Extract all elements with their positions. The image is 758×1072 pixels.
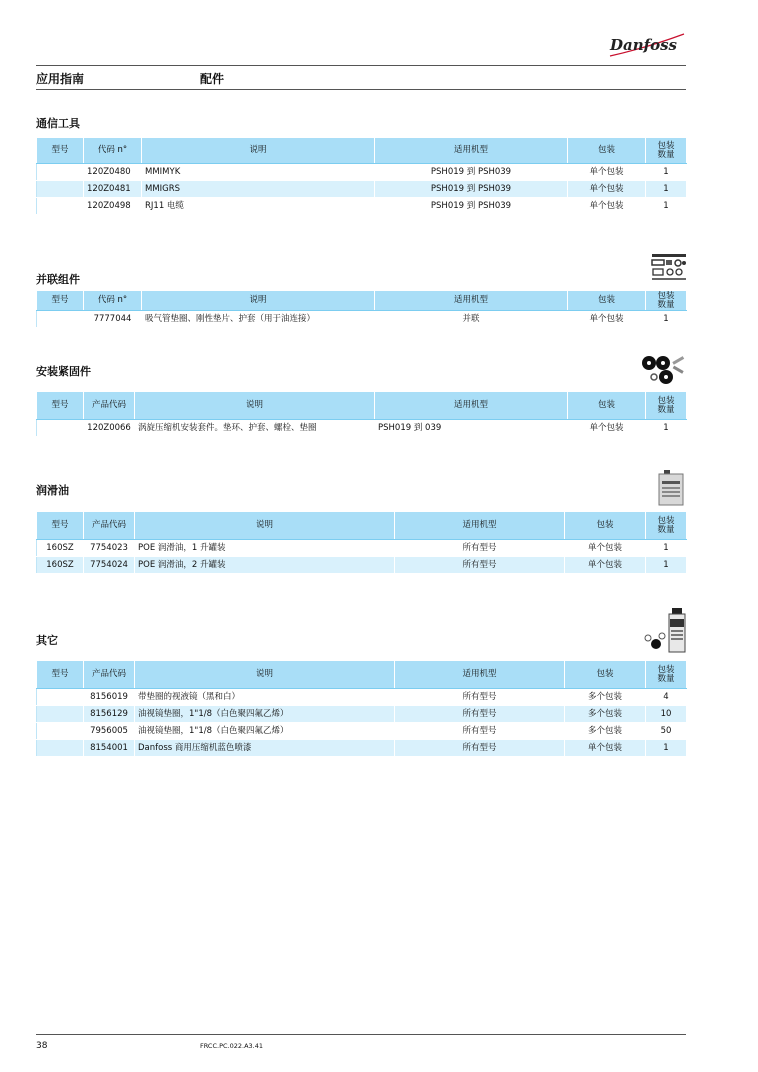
cell-description: 油视镜垫圈，1"1/8（白色聚四氟乙烯） [135, 723, 395, 740]
cell-applicable: 所有型号 [395, 706, 565, 723]
cell-packaging: 单个包装 [568, 311, 646, 328]
col-header-model: 型号 [37, 661, 84, 689]
cell-packaging: 单个包装 [568, 420, 646, 437]
section-title-others: 其它 [36, 634, 58, 647]
cell-pack-qty: 1 [646, 164, 687, 181]
page-number: 38 [36, 1041, 48, 1051]
table-row [37, 557, 687, 574]
col-header-code: 产品代码 [84, 661, 135, 689]
svg-text:Danfoss: Danfoss [610, 36, 677, 54]
cell-model [37, 740, 84, 757]
col-header-applicable: 适用机型 [395, 661, 565, 689]
col-header-packaging: 包装 [568, 138, 646, 164]
header-left-title: 应用指南 [36, 72, 85, 86]
cell-code: 120Z0498 [84, 198, 142, 215]
table-row [37, 164, 687, 181]
section-title-mounting-hardware: 安装紧固件 [36, 365, 91, 378]
cell-model [37, 420, 84, 437]
col-header-code: 产品代码 [84, 512, 135, 540]
cell-code: 8156019 [84, 689, 135, 706]
col-header-description: 说明 [135, 392, 375, 420]
cell-code: 120Z0066 [84, 420, 135, 437]
cell-description: RJ11 电缆 [142, 198, 375, 215]
cell-packaging: 多个包装 [565, 706, 646, 723]
col-header-pack-qty: 包装 数量 [646, 661, 687, 689]
col-header-pack-qty: 包装 数量 [646, 291, 687, 311]
cell-applicable: PSH019 到 PSH039 [375, 164, 568, 181]
header-rule-bottom [36, 89, 686, 90]
cell-description: 涡旋压缩机安装套件。垫环、护套、螺栓、垫圈 [135, 420, 375, 437]
cell-applicable: 所有型号 [395, 557, 565, 574]
cell-code: 7754024 [84, 557, 135, 574]
cell-description: 带垫圈的视液镜（黑和白） [135, 689, 395, 706]
col-header-applicable: 适用机型 [375, 392, 568, 420]
table-header-row [37, 138, 687, 164]
cell-packaging: 单个包装 [565, 540, 646, 557]
cell-model [37, 689, 84, 706]
cell-model [37, 706, 84, 723]
table-row [37, 706, 687, 723]
table-header-row [37, 512, 687, 540]
col-header-model: 型号 [37, 512, 84, 540]
col-header-packaging: 包装 [565, 512, 646, 540]
cell-description: MMIGRS [142, 181, 375, 198]
col-header-model: 型号 [37, 291, 84, 311]
cell-model [37, 311, 84, 328]
col-header-description: 说明 [142, 138, 375, 164]
section-title-comm-tools: 通信工具 [36, 117, 80, 130]
cell-code: 8156129 [84, 706, 135, 723]
table-row [37, 311, 687, 328]
cell-code: 120Z0480 [84, 164, 142, 181]
table-header-row [37, 291, 687, 311]
header-rule [36, 65, 686, 66]
danfoss-logo [606, 30, 686, 60]
cell-pack-qty: 1 [646, 540, 687, 557]
col-header-model: 型号 [37, 138, 84, 164]
col-header-code: 代码 n° [84, 291, 142, 311]
section-title-parallel-kit: 并联组件 [36, 273, 80, 286]
table-row [37, 420, 687, 437]
table-row [37, 689, 687, 706]
cell-applicable: 并联 [375, 311, 568, 328]
col-header-applicable: 适用机型 [395, 512, 565, 540]
col-header-description: 说明 [135, 661, 395, 689]
lubricant-table [36, 511, 687, 574]
cell-pack-qty: 10 [646, 706, 687, 723]
table-row [37, 540, 687, 557]
cell-model: 160SZ [37, 557, 84, 574]
table-header-row [37, 392, 687, 420]
section-title-lubricant: 润滑油 [36, 484, 69, 497]
col-header-packaging: 包装 [565, 661, 646, 689]
cell-description: MMIMYK [142, 164, 375, 181]
table-row [37, 740, 687, 757]
cell-pack-qty: 1 [646, 181, 687, 198]
cell-packaging: 单个包装 [565, 740, 646, 757]
col-header-code: 代码 n° [84, 138, 142, 164]
cell-applicable: 所有型号 [395, 540, 565, 557]
cell-packaging: 单个包装 [568, 198, 646, 215]
cell-packaging: 单个包装 [565, 557, 646, 574]
parallel-kit-table [36, 290, 687, 328]
mounting-kit-image [640, 353, 686, 385]
cell-description: Danfoss 商用压缩机蓝色喷漆 [135, 740, 395, 757]
cell-pack-qty: 4 [646, 689, 687, 706]
cell-applicable: PSH019 到 PSH039 [375, 181, 568, 198]
header-section-title: 配件 [200, 72, 225, 86]
cell-model [37, 181, 84, 198]
cell-pack-qty: 1 [646, 311, 687, 328]
oil-can-image [656, 470, 686, 506]
col-header-description: 说明 [135, 512, 395, 540]
cell-description: POE 润滑油，1 升罐装 [135, 540, 395, 557]
mounting-hardware-table [36, 391, 687, 437]
cell-pack-qty: 1 [646, 420, 687, 437]
footer-rule [36, 1034, 686, 1035]
cell-description: POE 润滑油，2 升罐装 [135, 557, 395, 574]
table-row [37, 198, 687, 215]
cell-code: 8154001 [84, 740, 135, 757]
col-header-model: 型号 [37, 392, 84, 420]
cell-applicable: PSH019 到 PSH039 [375, 198, 568, 215]
cell-packaging: 多个包装 [565, 723, 646, 740]
cell-description: 油视镜垫圈，1"1/8（白色聚四氟乙烯） [135, 706, 395, 723]
cell-packaging: 单个包装 [568, 181, 646, 198]
cell-code: 7754023 [84, 540, 135, 557]
cell-model: 160SZ [37, 540, 84, 557]
table-header-row [37, 661, 687, 689]
cell-description: 吸气管垫圈、刚性垫片、护套（用于油连接） [142, 311, 375, 328]
col-header-code: 产品代码 [84, 392, 135, 420]
col-header-pack-qty: 包装 数量 [646, 512, 687, 540]
col-header-packaging: 包装 [568, 392, 646, 420]
col-header-description: 说明 [142, 291, 375, 311]
col-header-applicable: 适用机型 [375, 291, 568, 311]
cell-applicable: 所有型号 [395, 689, 565, 706]
cell-pack-qty: 50 [646, 723, 687, 740]
cell-model [37, 164, 84, 181]
col-header-applicable: 适用机型 [375, 138, 568, 164]
cell-applicable: PSH019 到 039 [375, 420, 568, 437]
cell-packaging: 单个包装 [568, 164, 646, 181]
table-row [37, 181, 687, 198]
table-row [37, 723, 687, 740]
cell-applicable: 所有型号 [395, 740, 565, 757]
cell-code: 120Z0481 [84, 181, 142, 198]
cell-model [37, 198, 84, 215]
comm-tools-table [36, 137, 687, 215]
others-table [36, 660, 687, 757]
cell-applicable: 所有型号 [395, 723, 565, 740]
cell-pack-qty: 1 [646, 740, 687, 757]
cell-code: 7777044 [84, 311, 142, 328]
col-header-pack-qty: 包装 数量 [646, 138, 687, 164]
document-code: FRCC.PC.022.A3.41 [200, 1042, 263, 1050]
cell-pack-qty: 1 [646, 198, 687, 215]
cell-pack-qty: 1 [646, 557, 687, 574]
misc-accessories-image [640, 608, 688, 654]
col-header-pack-qty: 包装 数量 [646, 392, 687, 420]
parallel-kit-image [650, 252, 688, 282]
col-header-packaging: 包装 [568, 291, 646, 311]
cell-packaging: 多个包装 [565, 689, 646, 706]
cell-code: 7956005 [84, 723, 135, 740]
cell-model [37, 723, 84, 740]
